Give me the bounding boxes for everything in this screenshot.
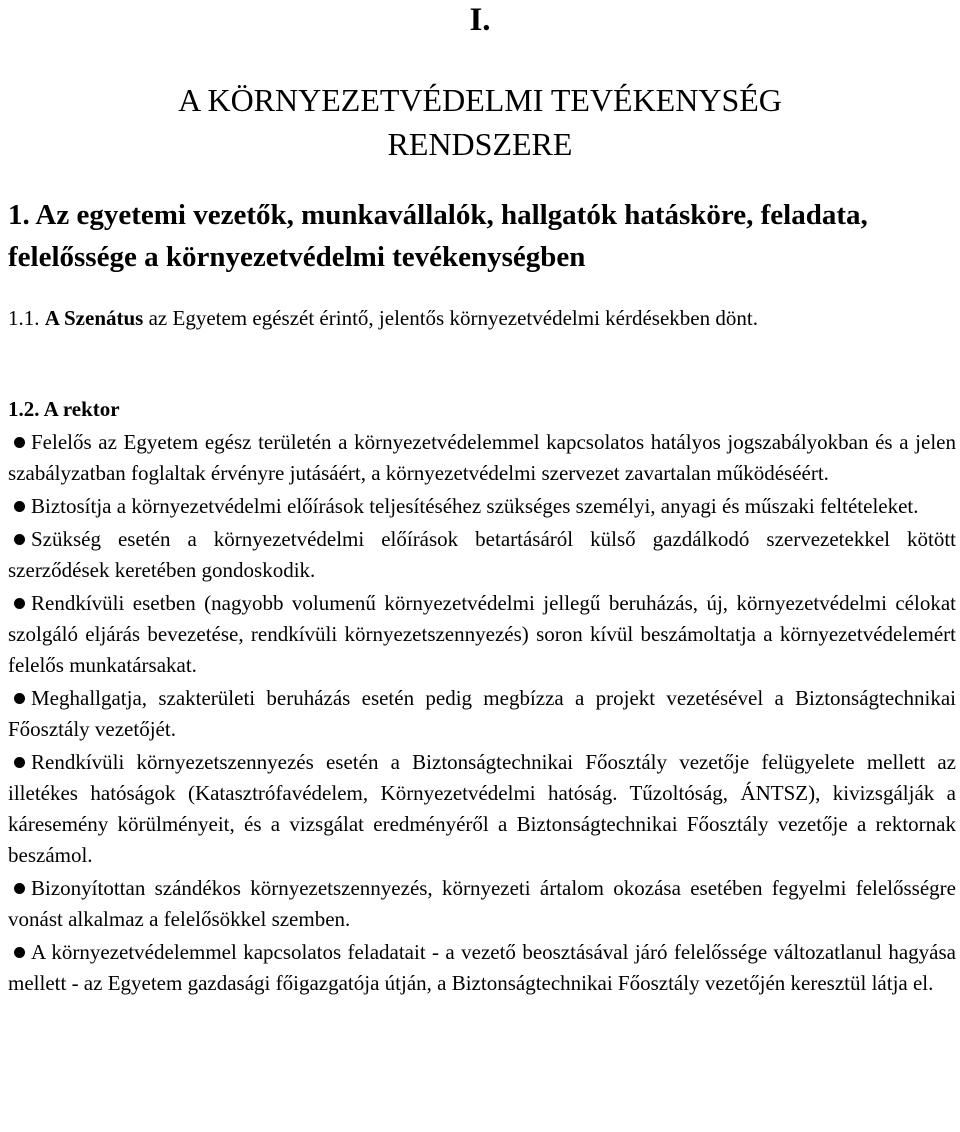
list-item	[8, 491, 956, 522]
list-item	[8, 937, 956, 999]
subsection-1-1-subject: A Szenátus	[44, 306, 144, 330]
list-item-text: Biztosítja a környezetvédelmi előírások teljesítéséhez szükséges személyi, anyagi és műszaki feltételeket.	[31, 494, 919, 518]
bullet-icon	[14, 501, 25, 512]
bullet-icon	[14, 437, 25, 448]
list-item	[8, 873, 956, 935]
chapter-number: I.	[469, 2, 491, 38]
list-item-text: Rendkívüli esetben (nagyobb volumenű környezetvédelmi jellegű beruházás, új, környezetvédelmi célokat szolgáló eljárás bevezetése, rendkívüli környezetszennyezés) soron kívül beszámoltatja a környezetvédelemért felelős munkatársakat.	[8, 591, 956, 677]
list-item-text: Meghallgatja, szakterületi beruházás esetén pedig megbízza a projekt vezetésével a Biztonságtechnikai Főosztály vezetőjét.	[8, 686, 956, 741]
bullet-icon	[14, 883, 25, 894]
list-item-text: Rendkívüli környezetszennyezés esetén a Biztonságtechnikai Főosztály vezetője felügyelete mellett az illetékes hatóságok (Katasztrófavédelem, Környezetvédelmi hatóság. Tűzoltóság, ÁNTSZ), kivizsgálják a káresemény körülményeit, és a vizsgálat eredményéről a Biztonságtechnikai Főosztály vezetője a rektornak beszámol.	[8, 750, 956, 867]
list-item	[8, 427, 956, 489]
subsection-1-1	[8, 303, 956, 334]
list-item	[8, 588, 956, 681]
bullet-icon	[14, 757, 25, 768]
subsection-1-1-text: az Egyetem egészét érintő, jelentős környezetvédelmi kérdésekben dönt.	[143, 306, 758, 330]
subsection-1-1-number: 1.1.	[8, 306, 40, 330]
list-item	[8, 683, 956, 745]
rector-duties-list	[8, 427, 956, 1001]
page-title-line-1: A KÖRNYEZETVÉDELMI TEVÉKENYSÉG	[178, 82, 782, 118]
list-item-text: A környezetvédelemmel kapcsolatos feladatait - a vezető beosztásával járó felelőssége változatlanul hagyása mellett - az Egyetem gazdasági főigazgatója útján, a Biztonságtechnikai Főosztály vezetőjén keresztül látja el.	[8, 940, 956, 995]
bullet-icon	[14, 693, 25, 704]
list-item-text: Felelős az Egyetem egész területén a környezetvédelemmel kapcsolatos hatályos jogszabályokban és a jelen szabályzatban foglaltak érvényre jutásáért, a környezetvédelmi szervezet zavartalan működéséért.	[8, 430, 956, 485]
list-item-text: Szükség esetén a környezetvédelmi előírások betartásáról külső gazdálkodó szervezetekkel kötött szerződések keretében gondoskodik.	[8, 527, 956, 582]
section-heading: 1. Az egyetemi vezetők, munkavállalók, hallgatók hatásköre, feladata, felelőssége a környezetvédelmi tevékenységben	[8, 199, 868, 273]
list-item	[8, 747, 956, 871]
list-item-text: Bizonyítottan szándékos környezetszennyezés, környezeti ártalom okozása esetében fegyelmi felelősségre vonást alkalmaz a felelősökkel szemben.	[8, 876, 956, 931]
list-item	[8, 524, 956, 586]
bullet-icon	[14, 947, 25, 958]
bullet-icon	[14, 534, 25, 545]
subsection-1-2-heading	[8, 394, 956, 425]
page-title	[0, 78, 960, 166]
subsection-1-2-title: 1.2. A rektor	[8, 397, 120, 421]
page-title-line-2: RENDSZERE	[387, 126, 573, 162]
bullet-icon	[14, 598, 25, 609]
